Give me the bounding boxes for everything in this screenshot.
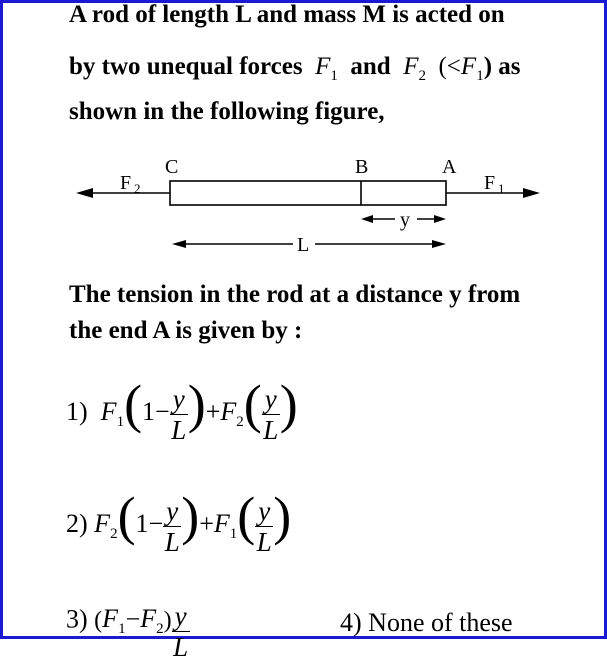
sub-1: 1 [229,526,238,542]
option-number: 4) [340,608,362,637]
question-line-5: the end A is given by : [69,317,303,344]
question-line-4: The tension in the rod at a distance y from [69,281,521,308]
f-letter: F [460,53,477,80]
numerator: y [163,496,181,527]
f2-arrowhead [76,188,93,198]
one: 1 [135,509,149,538]
rod-figure [3,153,604,263]
denominator: L [256,526,272,557]
question-line-3: shown in the following figure, [69,98,385,125]
plus: + [199,509,214,538]
minus: − [125,604,141,634]
f1-term [94,397,125,430]
minus: − [148,509,164,538]
numerator: y [262,384,280,415]
numerator: y [172,601,190,632]
f2-term [220,397,244,430]
fraction-y-over-l [255,496,273,557]
numerator: y [170,384,188,415]
question-line-2 [69,53,521,84]
label-b: B [355,156,369,178]
one: 1 [142,397,156,426]
paren-open: ( [237,486,256,546]
force-f2-symbol [397,53,432,84]
label-f1: F [484,172,496,194]
denominator: L [173,632,189,662]
label-l: L [297,234,310,256]
sub-2: 2 [236,414,244,430]
y-arrowhead-left [361,215,373,223]
question-text: by two unequal forces [69,53,303,80]
y-arrowhead-right [434,215,446,223]
f-letter: F [315,53,331,80]
paren-open: ( [124,374,143,434]
question-text: and [350,53,391,80]
f-letter: F [403,53,419,80]
f-letter: F [220,397,237,426]
sub-1: 1 [330,68,338,84]
label-a: A [442,156,457,178]
label-f2-sub: 2 [134,181,141,196]
f-letter: F [100,397,117,426]
f-letter: F [213,509,230,538]
label-f2: F [120,172,132,194]
sub-2: 2 [156,621,164,638]
l-arrowhead-left [172,240,186,248]
force-f1-symbol [309,53,344,84]
denominator: L [263,414,279,445]
numerator: y [255,496,273,527]
option-4[interactable] [340,608,513,638]
question-line-1: A rod of length L and mass M is acted on [69,1,505,28]
paren-close: ) [187,374,206,434]
denominator: L [164,526,180,557]
paren-close: ) [181,486,200,546]
question-text: ) as [483,53,521,80]
paren-open: ( [243,374,262,434]
sub-1: 1 [118,621,126,638]
f-letter: F [94,509,111,538]
sub-1: 1 [476,68,484,84]
paren-close: ) [163,607,172,634]
option-text: None of these [368,608,513,637]
paren-open: ( [117,486,136,546]
fraction-y-over-l [262,384,280,445]
l-arrowhead-right [432,240,446,248]
sub-2: 2 [110,526,118,542]
option-3[interactable] [66,591,190,662]
force-f1-symbol [460,53,484,84]
fraction-y-over-l [170,384,188,445]
f1-term [213,509,238,542]
option-number: 2) [66,509,88,538]
option-2[interactable] [66,483,291,557]
paren-close: ) [273,486,292,546]
option-number: 1) [66,397,88,426]
fraction-y-over-l [163,496,181,557]
option-number: 3) [66,604,88,634]
paren-open: ( [94,607,103,634]
paren-close: ) [279,374,298,434]
option-1[interactable] [66,371,298,445]
f2-term [140,604,164,638]
sub-1: 1 [116,414,125,430]
f-letter: F [140,604,157,634]
question-text: (< [438,53,461,80]
label-c: C [165,156,179,178]
minus: − [155,397,170,426]
f1-arrowhead [523,188,540,198]
rod [170,181,446,205]
f-letter: F [102,604,119,634]
label-y: y [400,209,410,231]
fraction-y-over-l [172,601,190,662]
f1-term [102,604,126,638]
plus: + [205,397,221,426]
label-f1-sub: 1 [498,181,505,196]
denominator: L [171,414,187,445]
sub-2: 2 [418,68,426,84]
f2-term [94,509,118,542]
